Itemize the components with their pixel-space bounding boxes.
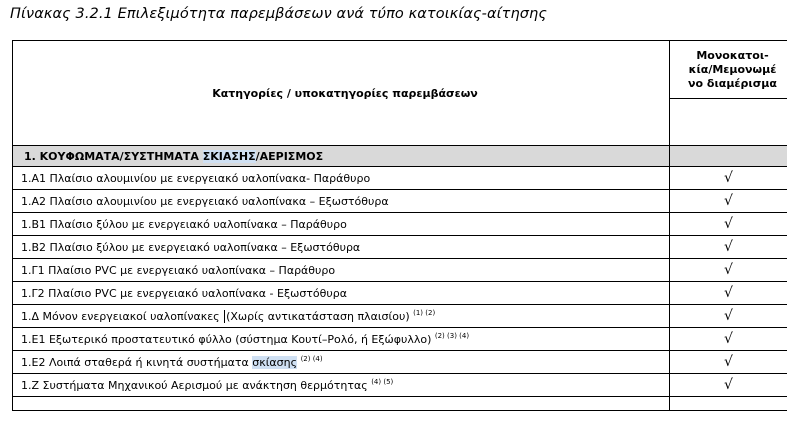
check-icon: √ <box>670 167 787 190</box>
header-blank-cell <box>670 99 787 146</box>
header-col-line1: Μονοκατοι- <box>696 48 769 62</box>
footnote-refs: (2) (3) (4) <box>434 332 470 340</box>
check-icon: √ <box>670 259 787 282</box>
table-row <box>13 351 787 374</box>
row-label[interactable]: 1.Ζ Συστήματα Μηχανικού Αερισμού με ανάκτηση θερμότητας $^{(4) (5)}$ <box>13 374 670 397</box>
table-row <box>13 282 787 305</box>
empty-cell <box>13 397 670 411</box>
empty-cell <box>670 397 787 411</box>
table-row <box>13 167 787 190</box>
table-caption: Πίνακας 3.2.1 Επιλεξιμότητα παρεμβάσεων ανά τύπο κατοικίας-αίτησης <box>10 6 547 22</box>
row-label[interactable]: 1.Α2 Πλαίσιο αλουμινίου με ενεργειακό υαλοπίνακα – Εξωστόθυρα <box>13 190 670 213</box>
text-cursor: (Χωρίς αντικατάσταση πλαισίου) <box>226 310 410 323</box>
header-dwelling-type <box>670 41 787 99</box>
header-col-line3: νο διαμέρισμα <box>688 76 777 90</box>
header-row <box>13 41 787 99</box>
selected-text[interactable]: σκίασης <box>252 356 298 369</box>
check-icon: √ <box>670 328 787 351</box>
empty-row <box>13 397 787 411</box>
footnote-refs: (2) (4) <box>300 355 323 363</box>
section-title[interactable]: 1. ΚΟΥΦΩΜΑΤΑ/ΣΥΣΤΗΜΑΤΑ ΣΚΙΑΣΗΣ/ΑΕΡΙΣΜΟΣ <box>13 146 670 167</box>
footnote-refs: (4) (5) <box>371 378 394 386</box>
row-label[interactable]: 1.Ε2 Λοιπά σταθερά ή κινητά συστήματα σκίασης $^{(2) (4)}$ <box>13 351 670 374</box>
check-icon: √ <box>670 213 787 236</box>
row-label[interactable]: 1.Ε1 Εξωτερικό προστατευτικό φύλλο (σύστημα Κουτί–Ρολό, ή Εξώφυλλο) $^{(2) (3) (4)}$ <box>13 328 670 351</box>
row-label[interactable]: 1.Γ2 Πλαίσιο PVC με ενεργειακό υαλοπίνακα - Εξωστόθυρα <box>13 282 670 305</box>
eligibility-table <box>12 40 787 411</box>
check-icon: √ <box>670 282 787 305</box>
header-categories: Κατηγορίες / υποκατηγορίες παρεμβάσεων <box>13 41 670 146</box>
check-icon: √ <box>670 305 787 328</box>
selected-text[interactable]: ΣΚΙΑΣΗΣ <box>202 149 256 163</box>
check-icon: √ <box>670 374 787 397</box>
table-row <box>13 305 787 328</box>
section-blank-cell <box>670 146 787 167</box>
row-label[interactable]: 1.Γ1 Πλαίσιο PVC με ενεργειακό υαλοπίνακα – Παράθυρο <box>13 259 670 282</box>
row-label[interactable]: 1.Β1 Πλαίσιο ξύλου με ενεργειακό υαλοπίνακα – Παράθυρο <box>13 213 670 236</box>
table-row <box>13 236 787 259</box>
table-row <box>13 213 787 236</box>
row-label[interactable]: 1.Β2 Πλαίσιο ξύλου με ενεργειακό υαλοπίνακα – Εξωστόθυρα <box>13 236 670 259</box>
footnote-refs: (1) (2) <box>413 309 436 317</box>
row-label[interactable]: 1.Α1 Πλαίσιο αλουμινίου με ενεργειακό υαλοπίνακα- Παράθυρο <box>13 167 670 190</box>
check-icon: √ <box>670 236 787 259</box>
table-row <box>13 328 787 351</box>
check-icon: √ <box>670 190 787 213</box>
row-label[interactable]: 1.Δ Μόνον ενεργειακοί υαλοπίνακες (Χωρίς αντικατάσταση πλαισίου) $^{(1) (2)}$ <box>13 305 670 328</box>
table-row <box>13 259 787 282</box>
check-icon: √ <box>670 351 787 374</box>
header-col-line2: κία/Μεμονωμέ <box>688 62 777 76</box>
table-row <box>13 374 787 397</box>
section-row <box>13 146 787 167</box>
table-row <box>13 190 787 213</box>
